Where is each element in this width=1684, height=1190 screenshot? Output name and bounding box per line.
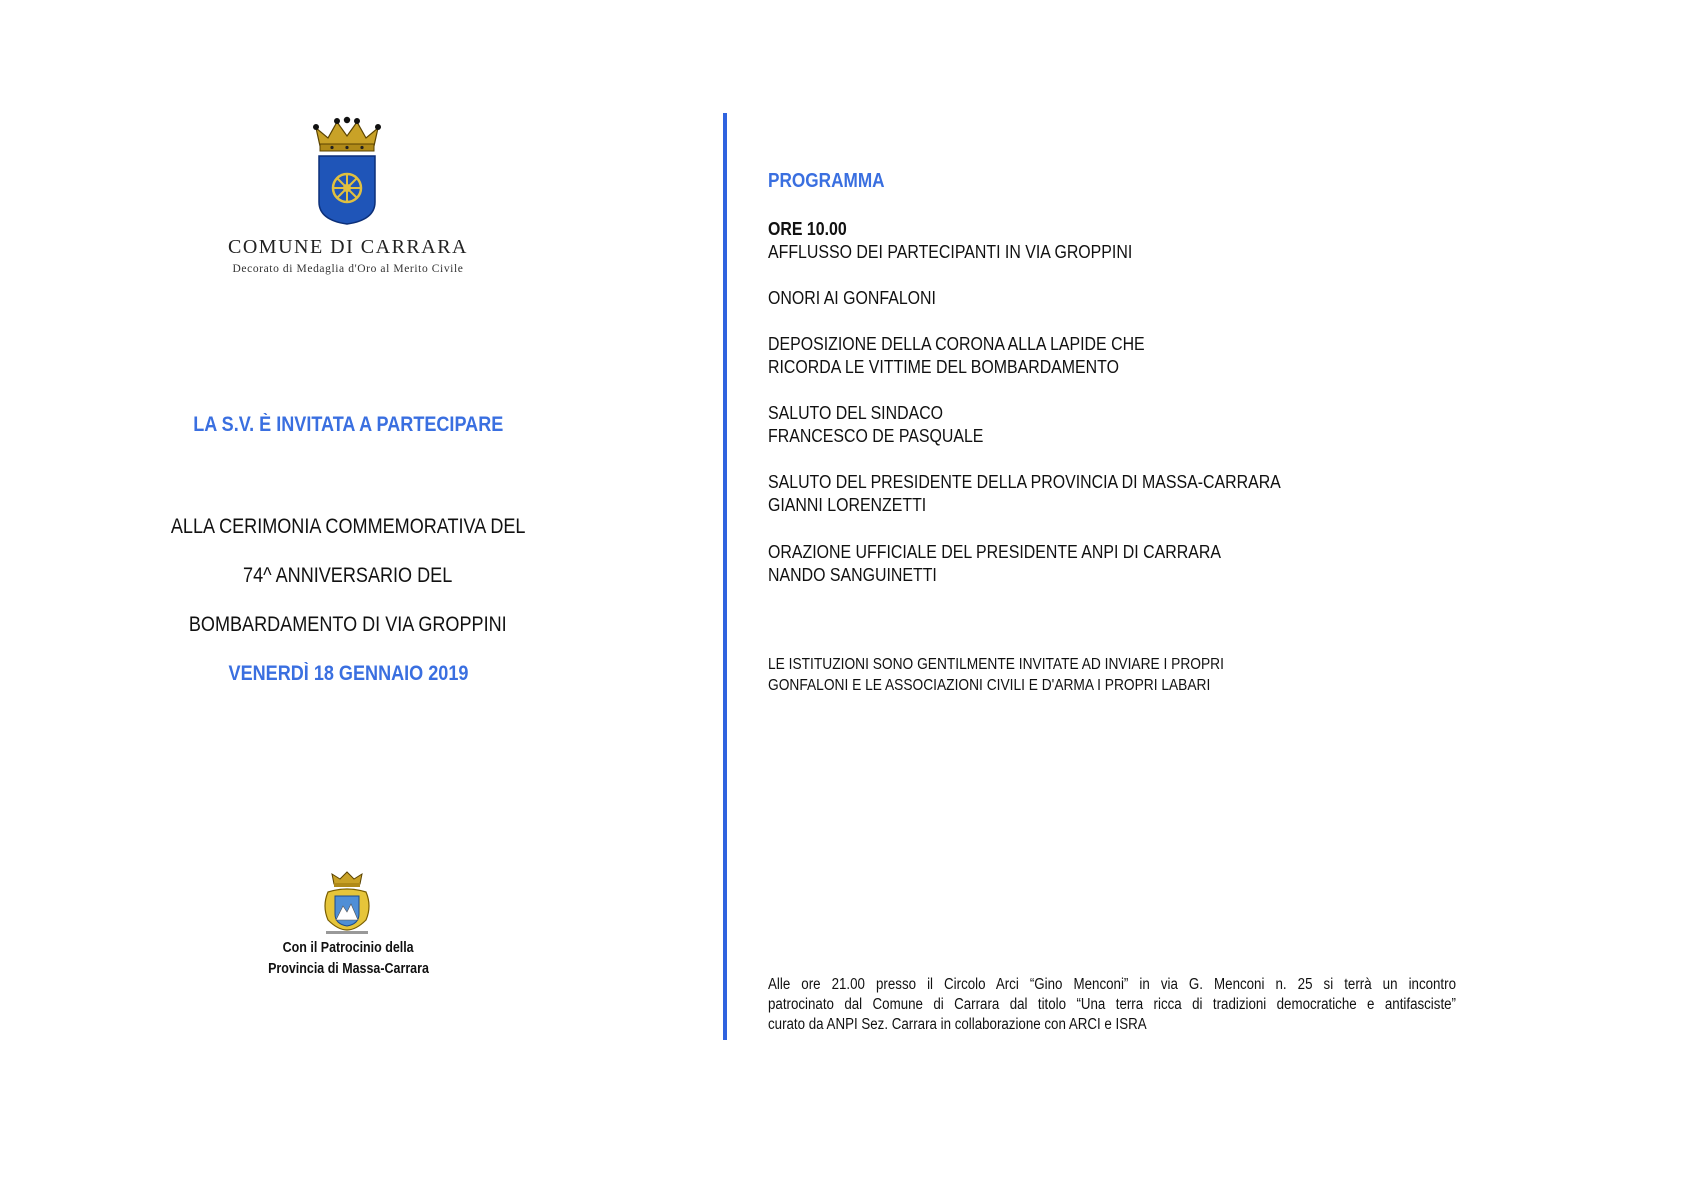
ceremony-line-1: ALLA CERIMONIA COMMEMORATIVA DEL	[170, 515, 526, 538]
ceremony-line-3: BOMBARDAMENTO DI VIA GROPPINI	[189, 613, 507, 636]
carrara-coat-of-arms-icon	[312, 116, 382, 226]
provincia-coat-of-arms-icon	[318, 870, 376, 936]
vertical-divider	[723, 113, 727, 1040]
evening-note-line-3: curato da ANPI Sez. Carrara in collaborazione con ARCI e ISRA	[768, 1016, 1147, 1033]
ceremony-line-2: 74^ ANNIVERSARIO DEL	[243, 564, 453, 587]
program-item-oration-line-2: NANDO SANGUINETTI	[768, 564, 937, 585]
program-item-arrival: AFFLUSSO DEI PARTECIPANTI IN VIA GROPPINI	[768, 241, 1133, 262]
program-item-province-line-1: SALUTO DEL PRESIDENTE DELLA PROVINCIA DI MASSA-CARRARA	[768, 471, 1281, 492]
program-item-honors: ONORI AI GONFALONI	[768, 287, 936, 308]
program-item-wreath-line-1: DEPOSIZIONE DELLA CORONA ALLA LAPIDE CHE	[768, 333, 1145, 354]
invitation-heading: LA S.V. È INVITATA A PARTECIPARE	[192, 413, 504, 436]
comune-subtitle: Decorato di Medaglia d'Oro al Merito Civile	[232, 263, 464, 275]
comune-name: COMUNE DI CARRARA	[228, 236, 468, 258]
patronage-line-1: Con il Patrocinio della	[282, 940, 414, 956]
evening-note-line-2: patrocinato dal Comune di Carrara dal titolo “Una terra ricca di tradizioni democratiche e antifasciste”	[768, 996, 1456, 1013]
program-item-mayor-line-1: SALUTO DEL SINDACO	[768, 402, 944, 423]
event-date: VENERDÌ 18 GENNAIO 2019	[228, 662, 468, 685]
institutions-note-line-2: GONFALONI E LE ASSOCIAZIONI CIVILI E D'ARMA I PROPRI LABARI	[768, 677, 1211, 694]
program-item-oration-line-1: ORAZIONE UFFICIALE DEL PRESIDENTE ANPI DI CARRARA	[768, 541, 1221, 562]
program-item-mayor-line-2: FRANCESCO DE PASQUALE	[768, 425, 984, 446]
patronage-line-2: Provincia di Massa-Carrara	[267, 961, 429, 977]
program-item-wreath-line-2: RICORDA LE VITTIME DEL BOMBARDAMENTO	[768, 356, 1119, 377]
institutions-note-line-1: LE ISTITUZIONI SONO GENTILMENTE INVITATE AD INVIARE I PROPRI	[768, 656, 1224, 673]
evening-note-line-1: Alle ore 21.00 presso il Circolo Arci “Gino Menconi” in via G. Menconi n. 25 si terrà un incontro	[768, 976, 1456, 993]
evening-event-note	[768, 975, 1456, 1035]
program-time: ORE 10.00	[768, 218, 847, 239]
program-item-province-line-2: GIANNI LORENZETTI	[768, 494, 927, 515]
program-title: PROGRAMMA	[768, 170, 885, 192]
